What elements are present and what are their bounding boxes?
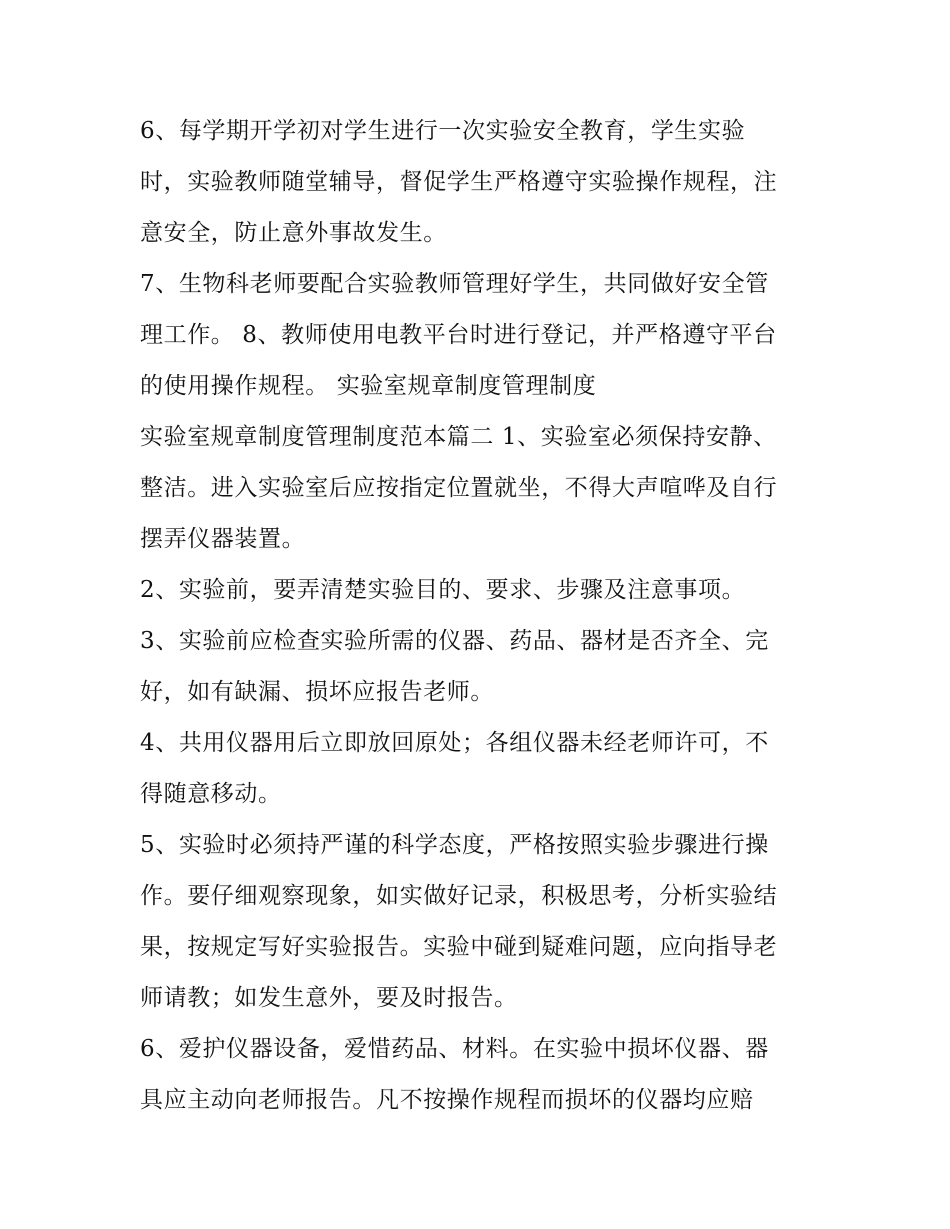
text-line: 2、实验前，要弄清楚实验目的、要求、步骤及注意事项。 — [140, 577, 746, 603]
text-line: 整洁。进入实验室后应按指定位置就坐，不得大声喧哗及自行 — [140, 475, 778, 501]
text-line: 作。要仔细观察现象，如实做好记录，积极思考，分析实验结 — [140, 883, 778, 909]
text-line: 具应主动向老师报告。凡不按操作规程而损坏的仪器均应赔 — [140, 1087, 754, 1113]
text-line: 意安全，防止意外事故发生。 — [140, 220, 447, 246]
text-line: 好，如有缺漏、损坏应报告老师。 — [140, 679, 494, 705]
text-line: 的使用操作规程。 实验室规章制度管理制度 — [140, 373, 597, 399]
text-line: 4、共用仪器用后立即放回原处；各组仪器未经老师许可，不 — [140, 730, 769, 756]
text-line: 7、生物科老师要配合实验教师管理好学生，共同做好安全管 — [140, 271, 769, 297]
document-body — [140, 106, 830, 1126]
text-line: 师请教；如发生意外，要及时报告。 — [140, 985, 518, 1011]
text-line: 时，实验教师随堂辅导，督促学生严格遵守实验操作规程，注 — [140, 169, 778, 195]
text-line: 实验室规章制度管理制度范本篇二 1、实验室必须保持安静、 — [140, 424, 777, 450]
text-line: 摆弄仪器装置。 — [140, 526, 306, 552]
text-line: 理工作。 8、教师使用电教平台时进行登记，并严格遵守平台 — [140, 322, 777, 348]
text-line: 果，按规定写好实验报告。实验中碰到疑难问题，应向指导老 — [140, 934, 778, 960]
text-line: 6、每学期开学初对学生进行一次实验安全教育，学生实验 — [140, 118, 746, 144]
text-line: 5、实验时必须持严谨的科学态度，严格按照实验步骤进行操 — [140, 832, 769, 858]
text-line: 得随意移动。 — [140, 781, 282, 807]
text-line: 3、实验前应检查实验所需的仪器、药品、器材是否齐全、完 — [140, 628, 769, 654]
text-line: 6、爱护仪器设备，爱惜药品、材料。在实验中损坏仪器、器 — [140, 1036, 769, 1062]
